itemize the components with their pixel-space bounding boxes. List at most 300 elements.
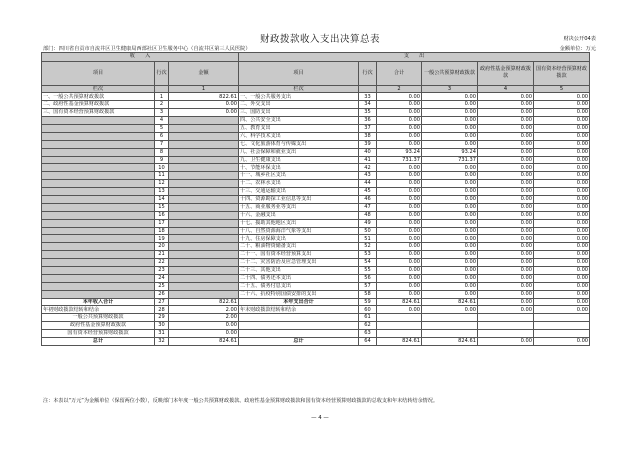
expense-item: 十六、金融支出	[239, 211, 359, 219]
expense-line-no: 59	[359, 298, 377, 306]
general-budget-value: 0.00	[422, 306, 478, 314]
report-title: 财政拨款收入支出决算总表	[259, 34, 380, 45]
capital-budget-value: 0.00	[534, 219, 590, 227]
col-number: 1	[169, 85, 239, 93]
table-row	[42, 124, 590, 132]
general-budget-value: 0.00	[422, 93, 478, 101]
general-budget-value: 0.00	[422, 211, 478, 219]
income-amount	[169, 211, 239, 219]
income-amount	[169, 227, 239, 235]
income-line-no: 27	[155, 298, 169, 306]
income-amount: 0.00	[169, 330, 239, 338]
fund-budget-value: 0.00	[478, 172, 534, 180]
income-amount	[169, 251, 239, 259]
expense-line-no: 56	[359, 274, 377, 282]
expense-total-value: 0.00	[377, 124, 422, 132]
capital-budget-value: 0.00	[534, 282, 590, 290]
income-item: 政府性基金预算财政拨款	[42, 322, 155, 330]
income-line-no: 15	[155, 203, 169, 211]
income-line-no: 23	[155, 266, 169, 274]
income-line-no: 22	[155, 259, 169, 267]
table-row	[42, 219, 590, 227]
expense-total-value: 0.00	[377, 132, 422, 140]
income-amount	[169, 140, 239, 148]
income-line-no: 11	[155, 172, 169, 180]
fund-budget-value: 0.00	[478, 148, 534, 156]
income-line-no: 6	[155, 132, 169, 140]
fund-budget-value	[478, 314, 534, 322]
capital-budget-value: 0.00	[534, 117, 590, 125]
expense-item: 十四、资源勘探工业信息等支出	[239, 195, 359, 203]
fund-budget-value: 0.00	[478, 188, 534, 196]
expense-total-value: 731.37	[377, 156, 422, 164]
expense-total-value: 824.61	[377, 298, 422, 306]
expense-item: 十七、援助其他地区支出	[239, 219, 359, 227]
expense-total-value: 93.24	[377, 148, 422, 156]
income-line-no: 21	[155, 251, 169, 259]
general-budget-header: 一般公共预算财政拨款	[422, 61, 478, 85]
expense-item: 一、一般公共服务支出	[239, 93, 359, 101]
budget-summary-table	[41, 52, 590, 346]
expense-total-value: 0.00	[377, 180, 422, 188]
general-budget-value: 0.00	[422, 219, 478, 227]
table-row	[42, 188, 590, 196]
income-item	[42, 140, 155, 148]
col-number: 5	[534, 85, 590, 93]
income-item	[42, 282, 155, 290]
income-line-no: 8	[155, 148, 169, 156]
income-amount: 0.00	[169, 101, 239, 109]
fund-budget-value	[478, 322, 534, 330]
expense-total-value: 0.00	[377, 188, 422, 196]
table-row	[42, 282, 590, 290]
capital-budget-value: 0.00	[534, 164, 590, 172]
fund-budget-value: 0.00	[478, 109, 534, 117]
expense-total-value: 0.00	[377, 219, 422, 227]
income-item	[42, 219, 155, 227]
income-item	[42, 235, 155, 243]
expense-item: 二十、粮油物资储备支出	[239, 243, 359, 251]
fund-budget-value: 0.00	[478, 298, 534, 306]
carry-over-row	[42, 314, 590, 322]
capital-budget-value: 0.00	[534, 132, 590, 140]
income-item	[42, 259, 155, 267]
fund-budget-value: 0.00	[478, 140, 534, 148]
capital-budget-value: 0.00	[534, 298, 590, 306]
expense-total-value: 0.00	[377, 164, 422, 172]
income-line-no: 13	[155, 188, 169, 196]
fund-budget-header: 政府性基金预算财政拨款	[478, 61, 534, 85]
expense-total-value: 0.00	[377, 172, 422, 180]
expense-item	[239, 322, 359, 330]
general-budget-value: 0.00	[422, 164, 478, 172]
table-row	[42, 243, 590, 251]
income-line-no: 2	[155, 101, 169, 109]
carry-over-row	[42, 322, 590, 330]
capital-budget-value: 0.00	[534, 235, 590, 243]
carry-over-row	[42, 306, 590, 314]
income-amount	[169, 188, 239, 196]
income-amount	[169, 274, 239, 282]
expense-item: 四、公共安全支出	[239, 117, 359, 125]
fund-budget-value: 0.00	[478, 164, 534, 172]
income-group-header: 收 入	[42, 53, 239, 62]
table-row	[42, 290, 590, 298]
income-item: 三、国有资本经营预算财政拨款	[42, 109, 155, 117]
fund-budget-value: 0.00	[478, 306, 534, 314]
fund-budget-value: 0.00	[478, 219, 534, 227]
general-budget-value: 0.00	[422, 124, 478, 132]
income-item	[42, 227, 155, 235]
income-item	[42, 117, 155, 125]
expense-line-no: 35	[359, 109, 377, 117]
general-budget-value: 0.00	[422, 235, 478, 243]
income-item	[42, 203, 155, 211]
expense-total-value: 0.00	[377, 93, 422, 101]
expense-total-value: 0.00	[377, 251, 422, 259]
income-line-no: 12	[155, 180, 169, 188]
expense-total-value: 0.00	[377, 101, 422, 109]
table-row	[42, 180, 590, 188]
department-label: 部门：四川省自贡市自流井区卫生健康局西部社区卫生服务中心（自流井区第三人民医院）	[43, 46, 251, 52]
expense-line-no: 48	[359, 211, 377, 219]
table-row	[42, 172, 590, 180]
expense-item: 年末财政拨款结转和结余	[239, 306, 359, 314]
fund-budget-value: 0.00	[478, 259, 534, 267]
capital-budget-value: 0.00	[534, 266, 590, 274]
expense-line-no: 57	[359, 282, 377, 290]
income-amount: 0.00	[169, 109, 239, 117]
income-amount	[169, 117, 239, 125]
expense-item: 七、文化旅游体育与传媒支出	[239, 140, 359, 148]
expense-item: 五、教育支出	[239, 124, 359, 132]
capital-budget-value: 0.00	[534, 156, 590, 164]
fund-budget-value: 0.00	[478, 251, 534, 259]
income-amount	[169, 282, 239, 290]
income-line-no: 10	[155, 164, 169, 172]
general-budget-value: 0.00	[422, 251, 478, 259]
fund-budget-value: 0.00	[478, 235, 534, 243]
expense-item	[239, 314, 359, 322]
fund-budget-value: 0.00	[478, 290, 534, 298]
expense-line-no: 43	[359, 172, 377, 180]
expense-line-no: 52	[359, 243, 377, 251]
income-amount	[169, 148, 239, 156]
expense-line-no: 58	[359, 290, 377, 298]
expense-line-no: 49	[359, 219, 377, 227]
income-item	[42, 195, 155, 203]
fund-budget-value: 0.00	[478, 211, 534, 219]
expense-item: 二十六、抗疫特别国债安排的支出	[239, 290, 359, 298]
column-number-row	[42, 85, 590, 93]
expense-total-value	[377, 314, 422, 322]
income-amount	[169, 132, 239, 140]
fund-budget-value: 0.00	[478, 338, 534, 346]
expense-total-value: 0.00	[377, 259, 422, 267]
general-budget-value: 824.61	[422, 338, 478, 346]
general-budget-value: 0.00	[422, 172, 478, 180]
income-amount	[169, 180, 239, 188]
header-column-row	[42, 61, 590, 85]
expense-total-value	[377, 330, 422, 338]
income-amount: 2.00	[169, 314, 239, 322]
general-budget-value: 0.00	[422, 109, 478, 117]
expense-total-value	[377, 322, 422, 330]
income-line-no: 17	[155, 219, 169, 227]
capital-budget-header: 国有资本经营预算财政拨款	[534, 61, 590, 85]
income-line-no: 30	[155, 322, 169, 330]
expense-line-no: 63	[359, 330, 377, 338]
income-line-no: 14	[155, 195, 169, 203]
expense-line-no: 33	[359, 93, 377, 101]
income-item	[42, 180, 155, 188]
income-line-no: 16	[155, 211, 169, 219]
income-line-no: 20	[155, 243, 169, 251]
table-row	[42, 235, 590, 243]
general-budget-value	[422, 314, 478, 322]
income-item: 二、政府性基金预算财政拨款	[42, 101, 155, 109]
expense-item-header: 项目	[239, 61, 359, 85]
table-row	[42, 251, 590, 259]
income-item: 国有资本经营预算财政拨款	[42, 330, 155, 338]
income-line-no: 5	[155, 124, 169, 132]
expense-total-label: 本年支出合计	[239, 298, 359, 306]
income-amount	[169, 164, 239, 172]
capital-budget-value	[534, 330, 590, 338]
fund-budget-value: 0.00	[478, 156, 534, 164]
expense-item: 三、国防支出	[239, 109, 359, 117]
income-total-label: 本年收入合计	[42, 298, 155, 306]
capital-budget-value: 0.00	[534, 203, 590, 211]
expense-total-value: 0.00	[377, 290, 422, 298]
general-budget-value: 0.00	[422, 203, 478, 211]
general-budget-value: 824.61	[422, 298, 478, 306]
capital-budget-value: 0.00	[534, 188, 590, 196]
expense-total-value: 0.00	[377, 117, 422, 125]
expense-total-value: 0.00	[377, 195, 422, 203]
capital-budget-value: 0.00	[534, 180, 590, 188]
income-amount-header: 金额	[169, 61, 239, 85]
capital-budget-value: 0.00	[534, 338, 590, 346]
income-item	[42, 211, 155, 219]
expense-total-value: 0.00	[377, 140, 422, 148]
income-item	[42, 290, 155, 298]
expense-total-value: 0.00	[377, 282, 422, 290]
table-row	[42, 109, 590, 117]
expense-line-no: 40	[359, 148, 377, 156]
income-line-no: 19	[155, 235, 169, 243]
general-budget-value: 0.00	[422, 266, 478, 274]
general-budget-value: 0.00	[422, 274, 478, 282]
income-item	[42, 274, 155, 282]
col-number: 4	[478, 85, 534, 93]
expense-total-header: 合计	[377, 61, 422, 85]
expense-item: 二十四、债务还本支出	[239, 274, 359, 282]
table-row	[42, 274, 590, 282]
income-amount	[169, 172, 239, 180]
amount-unit: 金额单位：万元	[559, 46, 596, 52]
income-amount	[169, 203, 239, 211]
income-item	[42, 172, 155, 180]
income-item	[42, 156, 155, 164]
capital-budget-value: 0.00	[534, 124, 590, 132]
expense-item: 十二、农林水支出	[239, 180, 359, 188]
fund-budget-value: 0.00	[478, 101, 534, 109]
expense-item: 二十五、债务付息支出	[239, 282, 359, 290]
expense-item: 二十一、国有资本经营预算支出	[239, 251, 359, 259]
expense-item: 二十二、灾害防治及应急管理支出	[239, 259, 359, 267]
fund-budget-value: 0.00	[478, 195, 534, 203]
table-row	[42, 211, 590, 219]
general-budget-value: 731.37	[422, 156, 478, 164]
fund-budget-value	[478, 330, 534, 338]
expense-line-no: 38	[359, 132, 377, 140]
expense-item: 二十三、其他支出	[239, 266, 359, 274]
capital-budget-value: 0.00	[534, 148, 590, 156]
expense-line-no: 44	[359, 180, 377, 188]
income-item: 一般公共预算财政拨款	[42, 314, 155, 322]
expense-item	[239, 330, 359, 338]
expense-item: 十八、自然资源海洋气象等支出	[239, 227, 359, 235]
expense-line-no: 55	[359, 266, 377, 274]
income-item	[42, 251, 155, 259]
capital-budget-value: 0.00	[534, 274, 590, 282]
capital-budget-value: 0.00	[534, 93, 590, 101]
expense-total-value: 0.00	[377, 203, 422, 211]
expense-line-no: 64	[359, 338, 377, 346]
capital-budget-value: 0.00	[534, 251, 590, 259]
income-item: 一、一般公共预算财政拨款	[42, 93, 155, 101]
expense-line-no: 61	[359, 314, 377, 322]
general-budget-value: 93.24	[422, 148, 478, 156]
expense-item: 九、卫生健康支出	[239, 156, 359, 164]
table-row	[42, 156, 590, 164]
expense-line-no: 46	[359, 195, 377, 203]
income-line-no: 7	[155, 140, 169, 148]
income-amount	[169, 290, 239, 298]
income-line-no: 3	[155, 109, 169, 117]
income-line-no: 1	[155, 93, 169, 101]
expense-line-no: 39	[359, 140, 377, 148]
page-number: — 4 —	[311, 415, 329, 421]
expense-line-no-header: 行次	[359, 61, 377, 85]
table-row	[42, 140, 590, 148]
expense-line-no: 54	[359, 259, 377, 267]
income-item	[42, 188, 155, 196]
capital-budget-value: 0.00	[534, 259, 590, 267]
capital-budget-value: 0.00	[534, 290, 590, 298]
expense-line-no: 62	[359, 322, 377, 330]
fund-budget-value: 0.00	[478, 266, 534, 274]
income-amount: 2.00	[169, 306, 239, 314]
fund-budget-value: 0.00	[478, 132, 534, 140]
general-budget-value: 0.00	[422, 290, 478, 298]
expense-total-value: 0.00	[377, 243, 422, 251]
table-row	[42, 266, 590, 274]
expense-line-no: 60	[359, 306, 377, 314]
fund-budget-value: 0.00	[478, 117, 534, 125]
col-number: 2	[377, 85, 422, 93]
expense-item: 二、外交支出	[239, 101, 359, 109]
income-item	[42, 164, 155, 172]
table-row	[42, 164, 590, 172]
income-line-no: 9	[155, 156, 169, 164]
general-budget-value: 0.00	[422, 180, 478, 188]
capital-budget-value: 0.00	[534, 140, 590, 148]
form-number: 财决公开04表	[563, 36, 596, 42]
header-group-row	[42, 53, 590, 62]
income-item	[42, 132, 155, 140]
table-row	[42, 227, 590, 235]
expense-total-value: 0.00	[377, 274, 422, 282]
expense-total-value: 824.61	[377, 338, 422, 346]
table-row	[42, 195, 590, 203]
income-item-header: 项目	[42, 61, 155, 85]
capital-budget-value: 0.00	[534, 195, 590, 203]
expense-item: 十九、住房保障支出	[239, 235, 359, 243]
general-budget-value: 0.00	[422, 227, 478, 235]
income-line-no: 28	[155, 306, 169, 314]
expense-line-no: 42	[359, 164, 377, 172]
income-total-amount: 822.61	[169, 298, 239, 306]
capital-budget-value: 0.00	[534, 211, 590, 219]
expense-item: 十五、商业服务业等支出	[239, 203, 359, 211]
income-item	[42, 124, 155, 132]
income-line-no: 24	[155, 274, 169, 282]
capital-budget-value: 0.00	[534, 109, 590, 117]
income-amount	[169, 219, 239, 227]
income-amount: 0.00	[169, 322, 239, 330]
income-line-no: 29	[155, 314, 169, 322]
fund-budget-value: 0.00	[478, 274, 534, 282]
general-budget-value: 0.00	[422, 132, 478, 140]
general-budget-value: 0.00	[422, 188, 478, 196]
expense-item: 六、科学技术支出	[239, 132, 359, 140]
income-grand-total-label: 总计	[42, 338, 155, 346]
expense-total-value: 0.00	[377, 306, 422, 314]
general-budget-value: 0.00	[422, 195, 478, 203]
expense-item: 十三、交通运输支出	[239, 188, 359, 196]
footnote: 注：本表以“万元”为金额单位（保留两位小数），反映部门本年度一般公共预算财政拨款、政府性基金预算财政拨款和国有资本经营预算财政拨款的总收支和年末结转结余情况。	[43, 398, 438, 404]
income-item	[42, 266, 155, 274]
income-amount	[169, 156, 239, 164]
income-line-no: 25	[155, 282, 169, 290]
general-budget-value	[422, 322, 478, 330]
expense-line-no: 50	[359, 227, 377, 235]
capital-budget-value	[534, 322, 590, 330]
expense-item: 十一、城乡社区支出	[239, 172, 359, 180]
expense-item: 十、节能环保支出	[239, 164, 359, 172]
capital-budget-value: 0.00	[534, 243, 590, 251]
table-row	[42, 132, 590, 140]
capital-budget-value: 0.00	[534, 172, 590, 180]
expense-total-value: 0.00	[377, 235, 422, 243]
income-grand-total-amount: 824.61	[169, 338, 239, 346]
income-item: 年初财政拨款结转和结余	[42, 306, 155, 314]
expense-total-value: 0.00	[377, 211, 422, 219]
expense-line-no: 51	[359, 235, 377, 243]
income-line-no-header: 行次	[155, 61, 169, 85]
expense-line-no: 37	[359, 124, 377, 132]
income-line-no: 26	[155, 290, 169, 298]
carry-over-row	[42, 330, 590, 338]
general-budget-value: 0.00	[422, 243, 478, 251]
fund-budget-value: 0.00	[478, 282, 534, 290]
income-amount	[169, 195, 239, 203]
expense-line-no: 41	[359, 156, 377, 164]
expense-total-value: 0.00	[377, 266, 422, 274]
expense-line-no: 36	[359, 117, 377, 125]
